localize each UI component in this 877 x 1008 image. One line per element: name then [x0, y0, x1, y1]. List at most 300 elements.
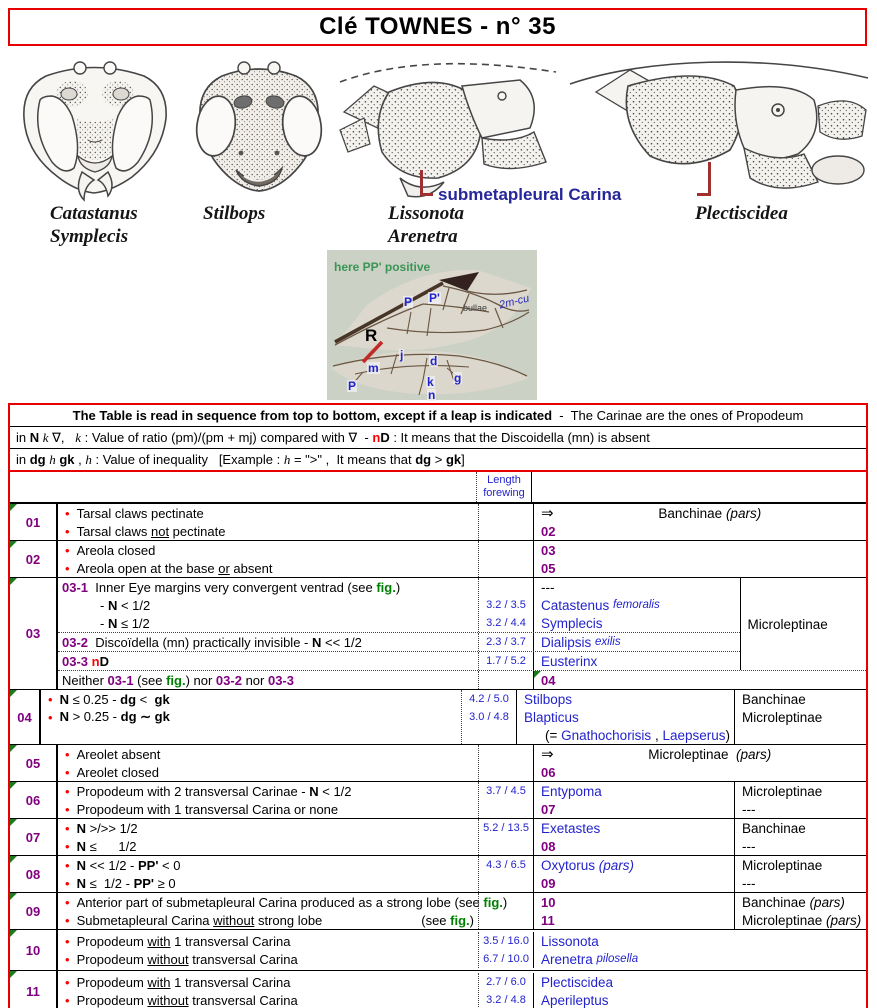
- genus-result: Eusterinx: [541, 653, 598, 669]
- row-number-cell: [10, 745, 58, 781]
- criterion-line: [58, 652, 478, 670]
- forewing-length: 1.7 / 5.2: [486, 655, 526, 667]
- key-row-09: [10, 892, 866, 929]
- key-table: [8, 403, 868, 1008]
- green-corner-icon: [10, 819, 17, 826]
- wing-label-k: k: [427, 375, 434, 389]
- genus-result: Entypoma: [541, 783, 602, 799]
- key-row-11: [10, 970, 866, 1008]
- bullet-icon: •: [65, 820, 70, 836]
- bullet-icon: •: [65, 764, 70, 780]
- criterion-line: [58, 932, 478, 950]
- text-segment: 03-3: [62, 653, 92, 669]
- green-corner-icon: [10, 541, 17, 548]
- genus-result: Stilbops: [524, 691, 573, 707]
- text-segment: N: [76, 875, 86, 891]
- criterion-text: [77, 839, 137, 854]
- text-segment: 03-2: [215, 672, 242, 688]
- text-segment: N: [59, 709, 69, 724]
- text-segment: exilis: [595, 636, 621, 648]
- row-number-cell: [10, 819, 58, 855]
- criterion-line: [58, 504, 478, 522]
- row-number: 01: [25, 514, 41, 530]
- table-notes: [10, 405, 866, 472]
- text-segment: k: [42, 429, 49, 445]
- text-segment: pilosella: [596, 953, 639, 965]
- note-inequality-h: [10, 448, 866, 470]
- text-segment: N: [107, 597, 118, 613]
- key-row-04: [10, 689, 866, 744]
- text-segment: ,: [74, 452, 86, 467]
- forewing-length: 2.3 / 3.7: [486, 636, 526, 648]
- genus-result: Aperileptus: [541, 992, 609, 1008]
- criterion-line: [58, 522, 478, 540]
- text-segment: dg: [120, 691, 137, 707]
- criterion-text: [77, 765, 159, 780]
- leap-target: 07: [541, 801, 556, 817]
- row-number-cell: [10, 971, 58, 1008]
- criterion-line: [58, 893, 508, 911]
- criterion-line: [58, 819, 478, 837]
- text-segment: (pars): [725, 505, 762, 521]
- row-number-cell: [10, 541, 58, 577]
- text-segment: < 1/2: [318, 783, 352, 799]
- criterion-line: [58, 745, 478, 763]
- key-row-05: [10, 744, 866, 781]
- key-row-07: [10, 818, 866, 855]
- text-segment: The Table is read in sequence from top to bottom, except if a leap is indicated: [72, 408, 553, 423]
- wing-label-2mcu: 2m-cu: [498, 292, 531, 312]
- forewing-length: 6.7 / 10.0: [483, 953, 529, 965]
- criterion-line: [58, 856, 478, 874]
- bullet-icon: •: [65, 560, 70, 576]
- text-segment: Catastenus: [541, 597, 614, 613]
- row-number: 07: [25, 829, 41, 845]
- wing-label-p: P: [404, 295, 413, 309]
- text-segment: femoralis: [613, 599, 660, 611]
- text-segment: Propodeum: [76, 933, 148, 949]
- criterion-line: [58, 991, 478, 1008]
- family-cell: ---: [742, 838, 756, 854]
- criterion-line: [41, 708, 461, 726]
- text-segment: 03-2: [62, 634, 89, 650]
- text-segment: Propodeum with 1 transversal Carina or none: [76, 801, 339, 817]
- wing-label-n: n: [428, 388, 436, 402]
- criterion-line: [58, 763, 478, 781]
- bullet-icon: •: [48, 709, 53, 725]
- text-segment: >/>> 1/2: [85, 820, 138, 836]
- bullet-icon: •: [65, 875, 70, 891]
- family-cell: Banchinae: [742, 820, 806, 836]
- criterion-text: [77, 524, 226, 539]
- synonym-line: [517, 726, 734, 744]
- text-segment: (pars): [736, 746, 772, 762]
- leap-target: 02: [541, 523, 556, 539]
- text-segment: N: [107, 615, 118, 631]
- text-segment: 03-3: [267, 672, 294, 688]
- criterion-line: [58, 874, 478, 892]
- stilbops-head-illustration: [186, 58, 332, 204]
- genus-result: Blapticus: [524, 709, 579, 725]
- text-segment: Propodeum: [76, 951, 148, 967]
- figure-label-symplecis: Symplecis: [50, 226, 129, 247]
- text-segment: 1 transversal Carina: [170, 933, 291, 949]
- figure-label-stilbops: Stilbops: [203, 203, 266, 224]
- text-segment: dg: [29, 452, 50, 467]
- row-number-cell: [10, 856, 58, 892]
- family-cell: ---: [742, 801, 756, 817]
- bullet-icon: •: [48, 691, 53, 707]
- figure-label-lissonota: Lissonota: [388, 203, 465, 224]
- criterion-text: [77, 561, 273, 576]
- text-segment: Areola closed: [76, 542, 156, 558]
- genus-result: Plectiscidea: [541, 974, 614, 990]
- criterion-line: [58, 596, 478, 614]
- genus-result: Symplecis: [541, 615, 603, 631]
- text-segment: gk: [55, 452, 75, 467]
- text-segment: fig.: [483, 894, 503, 910]
- text-segment: in: [16, 452, 30, 467]
- leap-target: 05: [541, 560, 556, 576]
- text-segment: 1 transversal Carina: [170, 974, 291, 990]
- text-segment: : Value of inequality [Example :: [91, 452, 284, 467]
- criterion-text: [77, 802, 339, 817]
- text-segment: ): [469, 912, 474, 928]
- text-segment: N: [311, 634, 322, 650]
- key-row-10: [10, 929, 866, 970]
- row-number-cell: [10, 930, 58, 970]
- text-segment: Areolet closed: [76, 764, 159, 780]
- text-segment: with: [147, 933, 171, 949]
- green-corner-icon: [10, 782, 17, 789]
- criterion-text: [77, 934, 291, 949]
- bullet-icon: •: [65, 746, 70, 762]
- note-read-order: [10, 405, 866, 426]
- text-segment: (pars): [598, 857, 635, 873]
- text-segment: ]: [461, 452, 465, 467]
- text-segment: without: [147, 992, 189, 1008]
- text-segment: nor: [241, 672, 268, 688]
- note-ratio-k: [10, 426, 866, 448]
- row-number: 09: [25, 903, 41, 919]
- text-segment: Propodeum with 2 transversal Carinae -: [76, 783, 310, 799]
- text-segment: Banchinae: [658, 505, 726, 521]
- leap-arrow-icon: ⇒: [541, 746, 554, 763]
- text-segment: gk: [154, 691, 170, 707]
- criterion-line: [58, 614, 478, 632]
- text-segment: << 1/2: [321, 634, 362, 650]
- row-number: 03: [25, 626, 41, 641]
- text-segment: without: [147, 951, 189, 967]
- genus-result: Exetastes: [541, 820, 601, 836]
- leap-target: 04: [541, 672, 556, 688]
- text-segment: PP': [133, 875, 154, 891]
- text-segment: N: [76, 857, 86, 873]
- text-segment: (see: [133, 672, 167, 688]
- length-forewing-header: Length forewing: [476, 472, 532, 502]
- family-cell: [735, 893, 866, 911]
- forewing-length: 4.2 / 5.0: [469, 693, 509, 705]
- text-segment: pectinate: [169, 523, 226, 539]
- green-corner-icon: [10, 578, 17, 585]
- criterion-text: [77, 784, 352, 799]
- text-segment: n: [91, 653, 100, 669]
- forewing-length: 3.5 / 16.0: [483, 935, 529, 947]
- genus-result: [534, 633, 740, 651]
- see-fig-reference: [421, 913, 474, 928]
- bullet-icon: •: [65, 951, 70, 967]
- criterion-line: [58, 541, 478, 559]
- text-segment: absent: [229, 560, 273, 576]
- result-line: [534, 745, 866, 763]
- criterion-line: [58, 837, 478, 855]
- criterion-text: [77, 993, 298, 1008]
- bullet-icon: •: [65, 933, 70, 949]
- text-segment: Areolet absent: [76, 746, 161, 762]
- text-segment: ): [502, 894, 508, 910]
- result-line: ---: [541, 579, 555, 595]
- text-segment: ≥ 0: [154, 875, 176, 891]
- text-segment: - The Carinae are the ones of Propodeum: [552, 408, 804, 423]
- text-segment: Dialipsis: [541, 634, 596, 650]
- genus-result: [534, 596, 740, 614]
- text-segment: gk: [445, 452, 462, 467]
- criterion-line: [58, 973, 478, 991]
- figure-label-catastanus: Catastanus: [50, 203, 138, 224]
- text-segment: Propodeum: [76, 974, 148, 990]
- family-result: [558, 747, 862, 762]
- text-segment: h: [85, 451, 92, 467]
- row-number-cell: [10, 690, 41, 744]
- leap-target: 11: [541, 912, 555, 928]
- figure-label-arenetra: Arenetra: [388, 226, 458, 247]
- text-segment: fig.: [376, 579, 396, 595]
- criterion-text: [60, 692, 170, 707]
- wing-label-j: j: [400, 348, 404, 362]
- green-corner-icon: [10, 690, 17, 697]
- text-segment: ∼: [136, 709, 155, 724]
- text-segment: ≤ 1/2 -: [85, 875, 134, 891]
- leap-target: 03: [541, 542, 556, 558]
- bullet-icon: •: [65, 801, 70, 817]
- wing-label-r: R: [365, 326, 378, 345]
- criterion-text: [77, 747, 161, 762]
- bullet-icon: •: [65, 505, 70, 521]
- criterion-line: [58, 671, 478, 689]
- family-cell: Microleptinae: [742, 709, 823, 725]
- forewing-length: 2.7 / 6.0: [486, 976, 526, 988]
- text-segment: Laepserus: [662, 727, 726, 743]
- text-segment: dg: [120, 709, 137, 724]
- text-segment: gk: [154, 709, 170, 724]
- carina-bracket-right: [708, 162, 711, 196]
- text-segment: without: [213, 912, 255, 928]
- wing-label-m: m: [368, 361, 379, 375]
- text-segment: Neither: [62, 672, 108, 688]
- criterion-text: [60, 709, 170, 725]
- figure-label-plectiscidea: Plectiscidea: [695, 203, 788, 224]
- criterion-text: [77, 858, 181, 873]
- text-segment: h: [283, 451, 291, 467]
- text-segment: k: [75, 429, 82, 445]
- text-segment: (=: [545, 727, 562, 743]
- row-number-cell: [10, 782, 58, 818]
- green-corner-icon: [10, 930, 17, 937]
- text-segment: ) nor: [185, 672, 216, 688]
- criterion-line: [58, 950, 478, 968]
- text-segment: <: [136, 691, 155, 707]
- forewing-length: 3.2 / 3.5: [486, 599, 526, 611]
- bullet-icon: •: [65, 542, 70, 558]
- wing-photo: [327, 250, 537, 400]
- page-title: Clé TOWNES - n° 35: [319, 13, 556, 40]
- row-number: 06: [25, 792, 41, 808]
- genus-result: Lissonota: [541, 933, 599, 949]
- criterion-text: [77, 913, 323, 928]
- text-segment: not: [150, 523, 170, 539]
- text-segment: ): [725, 727, 730, 743]
- criterion-line: [58, 578, 478, 596]
- leap-target: 10: [541, 894, 556, 910]
- row-number-cell: [10, 578, 58, 689]
- leap-target: 09: [541, 875, 556, 891]
- bullet-icon: •: [65, 523, 70, 539]
- carina-label: submetapleural Carina: [438, 185, 622, 204]
- family-cell: ---: [742, 875, 756, 891]
- family-result: [558, 506, 862, 521]
- text-segment: Banchinae: [742, 894, 810, 910]
- criterion-text: [77, 506, 204, 521]
- text-segment: N: [59, 691, 69, 707]
- text-segment: Submetapleural Carina: [76, 912, 214, 928]
- text-segment: Areola open at the base: [76, 560, 219, 576]
- key-row-02: [10, 540, 866, 577]
- key-row-08: [10, 855, 866, 892]
- key-row-06: [10, 781, 866, 818]
- bullet-icon: •: [65, 783, 70, 799]
- forewing-length: 3.0 / 4.8: [469, 711, 509, 723]
- wing-label-d: d: [430, 354, 438, 368]
- text-segment: Propodeum: [76, 992, 148, 1008]
- text-segment: ≤ 0.25 -: [68, 691, 121, 707]
- green-corner-icon: [534, 671, 541, 678]
- text-segment: Discoïdella (mn) practically invisible -: [88, 634, 312, 650]
- carina-bracket-left-leg: [420, 193, 433, 196]
- text-segment: PP': [138, 857, 159, 873]
- title-box: [8, 8, 867, 46]
- text-segment: Inner Eye margins very convergent ventrad (see: [88, 579, 377, 595]
- text-segment: (see: [421, 912, 451, 928]
- criterion-line: [58, 633, 478, 651]
- text-segment: h: [49, 451, 56, 467]
- key-row-01: [10, 504, 866, 540]
- family-cell: Microleptinae: [742, 783, 823, 799]
- text-segment: 03-1: [107, 672, 134, 688]
- text-segment: Anterior part of submetapleural Carina produced as a strong lobe (see: [76, 894, 484, 910]
- green-corner-icon: [10, 504, 17, 511]
- text-segment: Tarsal claws: [76, 523, 151, 539]
- text-segment: : It means that the Discoidella (mn) is absent: [389, 430, 650, 445]
- text-segment: D: [99, 653, 109, 669]
- criterion-text: [77, 895, 508, 910]
- text-segment: (pars): [809, 894, 845, 910]
- text-segment: D: [380, 430, 390, 445]
- family-cell: Microleptinae: [740, 578, 867, 670]
- text-segment: >: [431, 452, 446, 467]
- leap-arrow-icon: ⇒: [541, 505, 554, 522]
- row-number-cell: [10, 504, 58, 540]
- text-segment: fig.: [450, 912, 470, 928]
- text-segment: ): [395, 579, 401, 595]
- text-segment: Oxytorus: [541, 857, 599, 873]
- criterion-line: [58, 800, 478, 818]
- text-segment: ≤ 1/2: [117, 615, 150, 631]
- green-corner-icon: [10, 893, 17, 900]
- criterion-text: [77, 975, 291, 990]
- column-header-row: [10, 472, 866, 504]
- figure-strip: [0, 50, 877, 245]
- wing-label-pprime: P': [429, 291, 440, 305]
- row-number: 11: [26, 983, 40, 999]
- text-segment: transversal Carina: [188, 992, 298, 1008]
- text-segment: Tarsal claws pectinate: [76, 505, 204, 521]
- genus-result: [534, 856, 734, 874]
- result-line: [534, 504, 866, 522]
- text-segment: ≤ 1/2: [85, 838, 137, 854]
- text-segment: < 1/2: [117, 597, 151, 613]
- text-segment: -: [100, 597, 108, 613]
- text-segment: transversal Carina: [188, 951, 298, 967]
- leap-target: 08: [541, 838, 556, 854]
- genus-result: [534, 950, 866, 968]
- wing-label-p2: P: [348, 379, 357, 393]
- criterion-text: [77, 543, 156, 558]
- bullet-icon: •: [65, 894, 70, 910]
- family-cell: Banchinae: [742, 691, 806, 707]
- text-segment: : Value of ratio (pm)/(pm + mj) compared with ∇ -: [81, 429, 373, 445]
- criterion-line: [58, 782, 478, 800]
- row-number: 05: [25, 755, 41, 771]
- criterion-text: [77, 952, 298, 967]
- text-segment: Gnathochorisis: [561, 727, 652, 743]
- bullet-icon: •: [65, 992, 70, 1008]
- criterion-line: [58, 911, 478, 929]
- criterion-line: [58, 559, 478, 577]
- text-segment: 03-1: [62, 579, 89, 595]
- key-row-03: [10, 577, 866, 689]
- text-segment: or: [218, 560, 230, 576]
- green-corner-icon: [10, 745, 17, 752]
- text-segment: = ">" , It means that: [290, 452, 416, 467]
- text-segment: N: [76, 838, 86, 854]
- text-segment: Microleptinae: [648, 746, 737, 762]
- text-segment: n: [372, 430, 381, 445]
- text-segment: N: [76, 820, 86, 836]
- text-segment: with: [147, 974, 171, 990]
- forewing-length: 5.2 / 13.5: [483, 822, 529, 834]
- text-segment: fig.: [166, 672, 186, 688]
- text-segment: ∇,: [48, 429, 76, 445]
- green-corner-icon: [10, 971, 17, 978]
- criterion-text: [77, 821, 138, 836]
- text-segment: in: [16, 430, 30, 445]
- bullet-icon: •: [65, 838, 70, 854]
- text-segment: < 0: [158, 857, 181, 873]
- wing-caption: here PP' positive: [334, 260, 431, 274]
- bullet-icon: •: [65, 857, 70, 873]
- text-segment: dg: [415, 452, 432, 467]
- text-segment: N: [309, 783, 319, 799]
